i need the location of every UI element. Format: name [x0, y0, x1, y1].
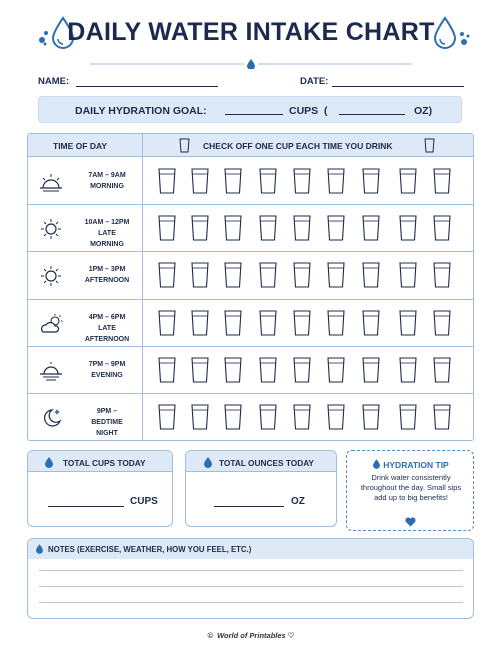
time-of-day-header: TIME OF DAY [53, 141, 107, 151]
cup-checkbox[interactable] [259, 168, 277, 194]
notes-line[interactable] [39, 586, 463, 587]
cup-checkbox[interactable] [158, 357, 176, 383]
footer-brand-text: World of Printables [217, 631, 286, 640]
notes-line[interactable] [39, 602, 463, 603]
goal-cups-label: CUPS [289, 105, 319, 117]
cup-checkbox[interactable] [433, 310, 451, 336]
cup-checkbox[interactable] [224, 357, 242, 383]
time-label: MORNING [90, 183, 124, 190]
check-off-header: CHECK OFF ONE CUP EACH TIME YOU DRINK [203, 141, 393, 151]
cup-checkbox[interactable] [224, 262, 242, 288]
cup-checkbox[interactable] [158, 168, 176, 194]
time-range: 9PM – BEDTIME [91, 408, 123, 426]
cup-checkbox[interactable] [191, 262, 209, 288]
cup-checkbox[interactable] [399, 262, 417, 288]
date-label: DATE: [300, 76, 329, 87]
title-divider [90, 56, 412, 66]
drop-icon [204, 457, 212, 468]
cup-checkbox[interactable] [362, 404, 380, 430]
cup-checkbox[interactable] [293, 215, 311, 241]
time-slot [84, 312, 130, 345]
cup-checkbox[interactable] [293, 262, 311, 288]
cup-checkbox[interactable] [259, 357, 277, 383]
goal-oz-field[interactable] [339, 114, 405, 115]
sun-icon [40, 265, 64, 292]
time-range: 4PM – 6PM [88, 313, 126, 321]
page-title: DAILY WATER INTAKE CHART [67, 18, 435, 46]
name-label: NAME: [38, 76, 70, 87]
time-range: 10AM – 12PM [84, 219, 130, 227]
time-range: 7PM – 9PM [88, 360, 126, 368]
cup-checkbox[interactable] [327, 215, 345, 241]
drop-icon [373, 459, 380, 469]
cup-checkbox[interactable] [433, 404, 451, 430]
cup-checkbox[interactable] [362, 310, 380, 336]
row-divider [28, 251, 473, 252]
cup-checkbox[interactable] [259, 310, 277, 336]
cup-checkbox[interactable] [327, 404, 345, 430]
time-label: LATE AFTERNOON [84, 324, 130, 343]
total-cups-box [27, 450, 173, 527]
time-label: NIGHT [96, 430, 118, 437]
time-slot [84, 170, 130, 192]
cup-checkbox[interactable] [399, 310, 417, 336]
cup-checkbox[interactable] [399, 168, 417, 194]
notes-box [27, 538, 474, 619]
row-divider [28, 346, 473, 347]
total-cups-field[interactable] [48, 506, 124, 507]
drop-icon [45, 457, 53, 468]
cup-checkbox[interactable] [158, 262, 176, 288]
time-slot [84, 359, 130, 381]
footer-brand [0, 631, 502, 640]
cup-checkbox[interactable] [362, 168, 380, 194]
cup-checkbox[interactable] [191, 168, 209, 194]
cup-checkbox[interactable] [293, 310, 311, 336]
heart-icon [405, 517, 416, 527]
time-slot [84, 406, 130, 439]
cup-checkbox[interactable] [224, 215, 242, 241]
hydration-goal-band [38, 96, 462, 123]
hydration-tip-title: HYDRATION TIP [383, 460, 449, 470]
hydration-tip-text: Drink water consistently throughout the day. Small sips add up to big benefits! [360, 473, 462, 502]
cup-checkbox[interactable] [327, 357, 345, 383]
total-ounces-field[interactable] [214, 506, 284, 507]
sun-cloud-icon [40, 313, 64, 340]
cup-checkbox[interactable] [433, 357, 451, 383]
total-cups-unit: CUPS [130, 496, 158, 507]
row-divider [28, 299, 473, 300]
moon-icon [40, 407, 64, 434]
cup-checkbox[interactable] [362, 262, 380, 288]
cup-checkbox[interactable] [259, 262, 277, 288]
cup-outline-icon [424, 138, 435, 158]
hydration-tip-box [346, 450, 474, 531]
cup-checkbox[interactable] [259, 404, 277, 430]
total-ounces-box [185, 450, 337, 527]
cup-checkbox[interactable] [259, 215, 277, 241]
goal-oz-label: OZ) [414, 105, 433, 117]
cup-checkbox[interactable] [293, 168, 311, 194]
cup-checkbox[interactable] [327, 262, 345, 288]
cup-checkbox[interactable] [362, 357, 380, 383]
total-ounces-title: TOTAL OUNCES TODAY [219, 458, 314, 468]
cup-checkbox[interactable] [399, 215, 417, 241]
cup-checkbox[interactable] [224, 404, 242, 430]
cup-checkbox[interactable] [399, 404, 417, 430]
cup-checkbox[interactable] [399, 357, 417, 383]
time-label: LATE MORNING [90, 230, 124, 249]
row-divider [28, 204, 473, 205]
sun-icon [40, 218, 64, 245]
goal-cups-field[interactable] [225, 114, 283, 115]
cup-outline-icon [179, 138, 190, 158]
cup-checkbox[interactable] [293, 404, 311, 430]
cup-checkbox[interactable] [158, 310, 176, 336]
time-label: AFTERNOON [84, 277, 130, 285]
grid-divider [142, 134, 143, 440]
right-drop-decoration [428, 16, 473, 50]
cup-checkbox[interactable] [158, 404, 176, 430]
time-range: 1PM – 3PM [88, 266, 126, 274]
notes-line[interactable] [39, 570, 463, 571]
cup-checkbox[interactable] [327, 168, 345, 194]
time-slot [84, 217, 130, 250]
time-slot [84, 264, 130, 286]
cup-checkbox[interactable] [433, 168, 451, 194]
time-label: EVENING [91, 371, 123, 379]
sunrise-icon [40, 171, 64, 198]
goal-label: DAILY HYDRATION GOAL: [75, 105, 207, 117]
cup-checkbox[interactable] [362, 215, 380, 241]
sunset-icon [40, 360, 64, 387]
cup-checkbox[interactable] [158, 215, 176, 241]
cup-checkbox[interactable] [224, 310, 242, 336]
heart-outline-icon: ♡ [287, 631, 295, 640]
date-field[interactable] [332, 86, 464, 87]
drop-icon [36, 544, 43, 554]
cup-tracker-grid [27, 133, 474, 441]
name-field[interactable] [76, 86, 218, 87]
cup-checkbox[interactable] [293, 357, 311, 383]
goal-paren-open: ( [324, 105, 328, 117]
cup-checkbox[interactable] [191, 404, 209, 430]
cup-checkbox[interactable] [191, 310, 209, 336]
copyright-icon: © [207, 631, 214, 640]
cup-checkbox[interactable] [327, 310, 345, 336]
cup-checkbox[interactable] [433, 215, 451, 241]
cup-checkbox[interactable] [433, 262, 451, 288]
total-ounces-unit: OZ [291, 496, 305, 507]
cup-checkbox[interactable] [191, 215, 209, 241]
notes-title: NOTES (EXERCISE, WEATHER, HOW YOU FEEL, ETC.) [48, 545, 252, 554]
cup-checkbox[interactable] [224, 168, 242, 194]
time-range: 7AM – 9AM [88, 172, 126, 179]
total-cups-title: TOTAL CUPS TODAY [63, 458, 146, 468]
cup-checkbox[interactable] [191, 357, 209, 383]
row-divider [28, 393, 473, 394]
